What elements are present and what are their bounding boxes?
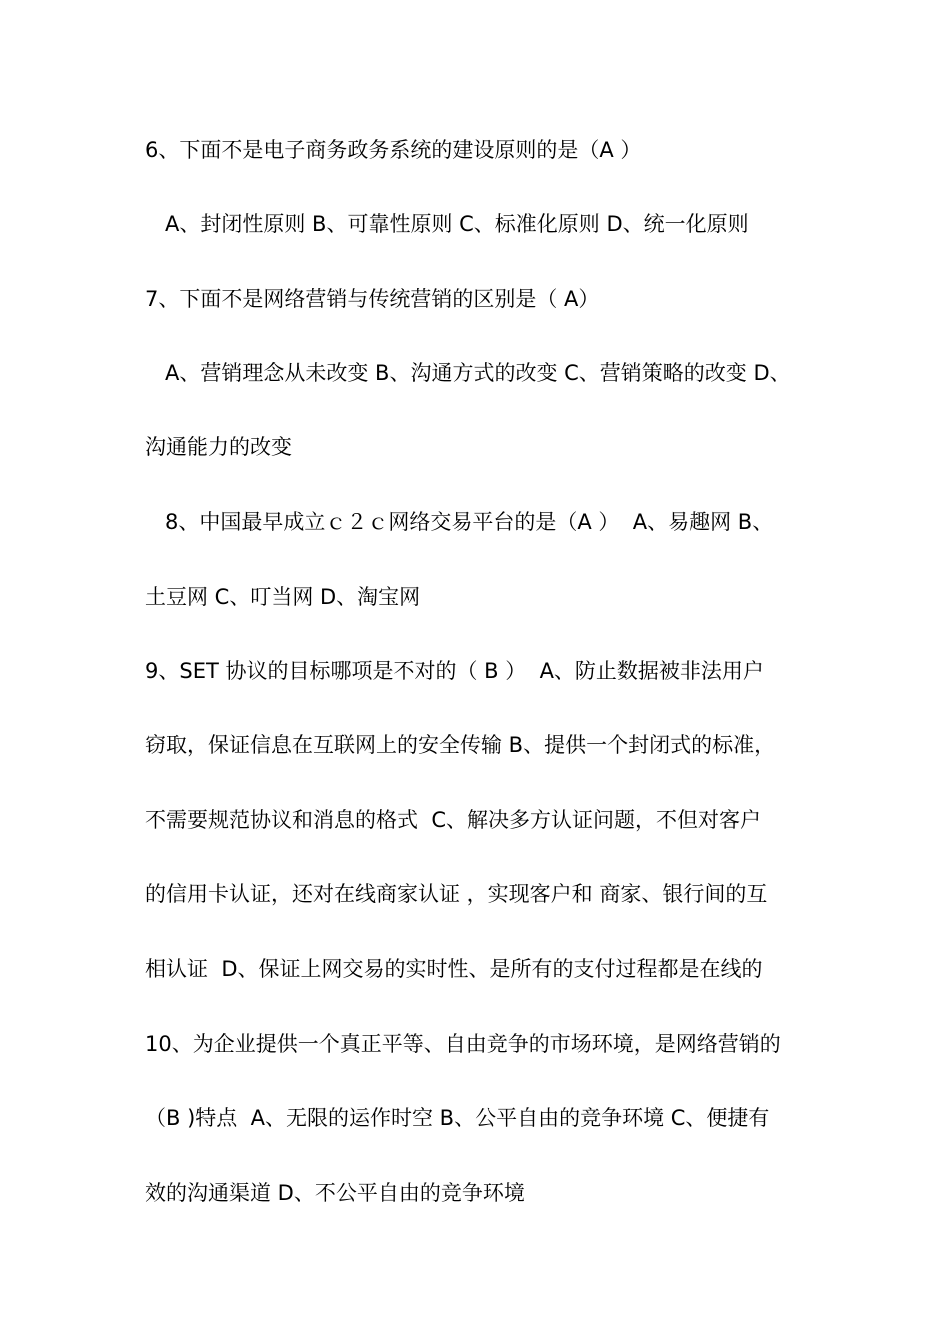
question-9-line-2: 窃取，保证信息在互联网上的安全传输 B、提供一个封闭式的标准， [145,733,776,757]
question-10-line-1: 10、为企业提供一个真正平等、自由竞争的市场环境，是网络营销的 [145,1032,781,1056]
question-7-text: 7、下面不是网络营销与传统营销的区别是（ A） [145,287,600,311]
question-8-line-1: 8、中国最早成立ｃ２ｃ网络交易平台的是（A ） A、易趣网 B、 [165,510,774,534]
question-7-options-line-2: 沟通能力的改变 [145,435,292,459]
question-10-line-2: （B )特点 A、无限的运作时空 B、公平自由的竞争环境 C、便捷有 [145,1106,770,1130]
question-9-line-1: 9、SET 协议的目标哪项是不对的（ B ） A、防止数据被非法用户 [145,659,764,683]
question-6-text: 6、下面不是电子商务政务系统的建设原则的是（A ） [145,138,642,162]
question-7-options-line-1: A、营销理念从未改变 B、沟通方式的改变 C、营销策略的改变 D、 [165,361,791,385]
question-9-line-4: 的信用卡认证，还对在线商家认证 ，实现客户和 商家、银行间的互 [145,882,768,906]
question-8-line-2: 土豆网 C、叮当网 D、淘宝网 [145,585,421,609]
question-6-options: A、封闭性原则 B、可靠性原则 C、标准化原则 D、统一化原则 [165,212,749,236]
question-9-line-5: 相认证 D、保证上网交易的实时性、是所有的支付过程都是在线的 [145,957,763,981]
question-9-line-3: 不需要规范协议和消息的格式 C、解决多方认证问题，不但对客户 [145,808,762,832]
question-10-line-3: 效的沟通渠道 D、不公平自由的竞争环境 [145,1181,525,1205]
